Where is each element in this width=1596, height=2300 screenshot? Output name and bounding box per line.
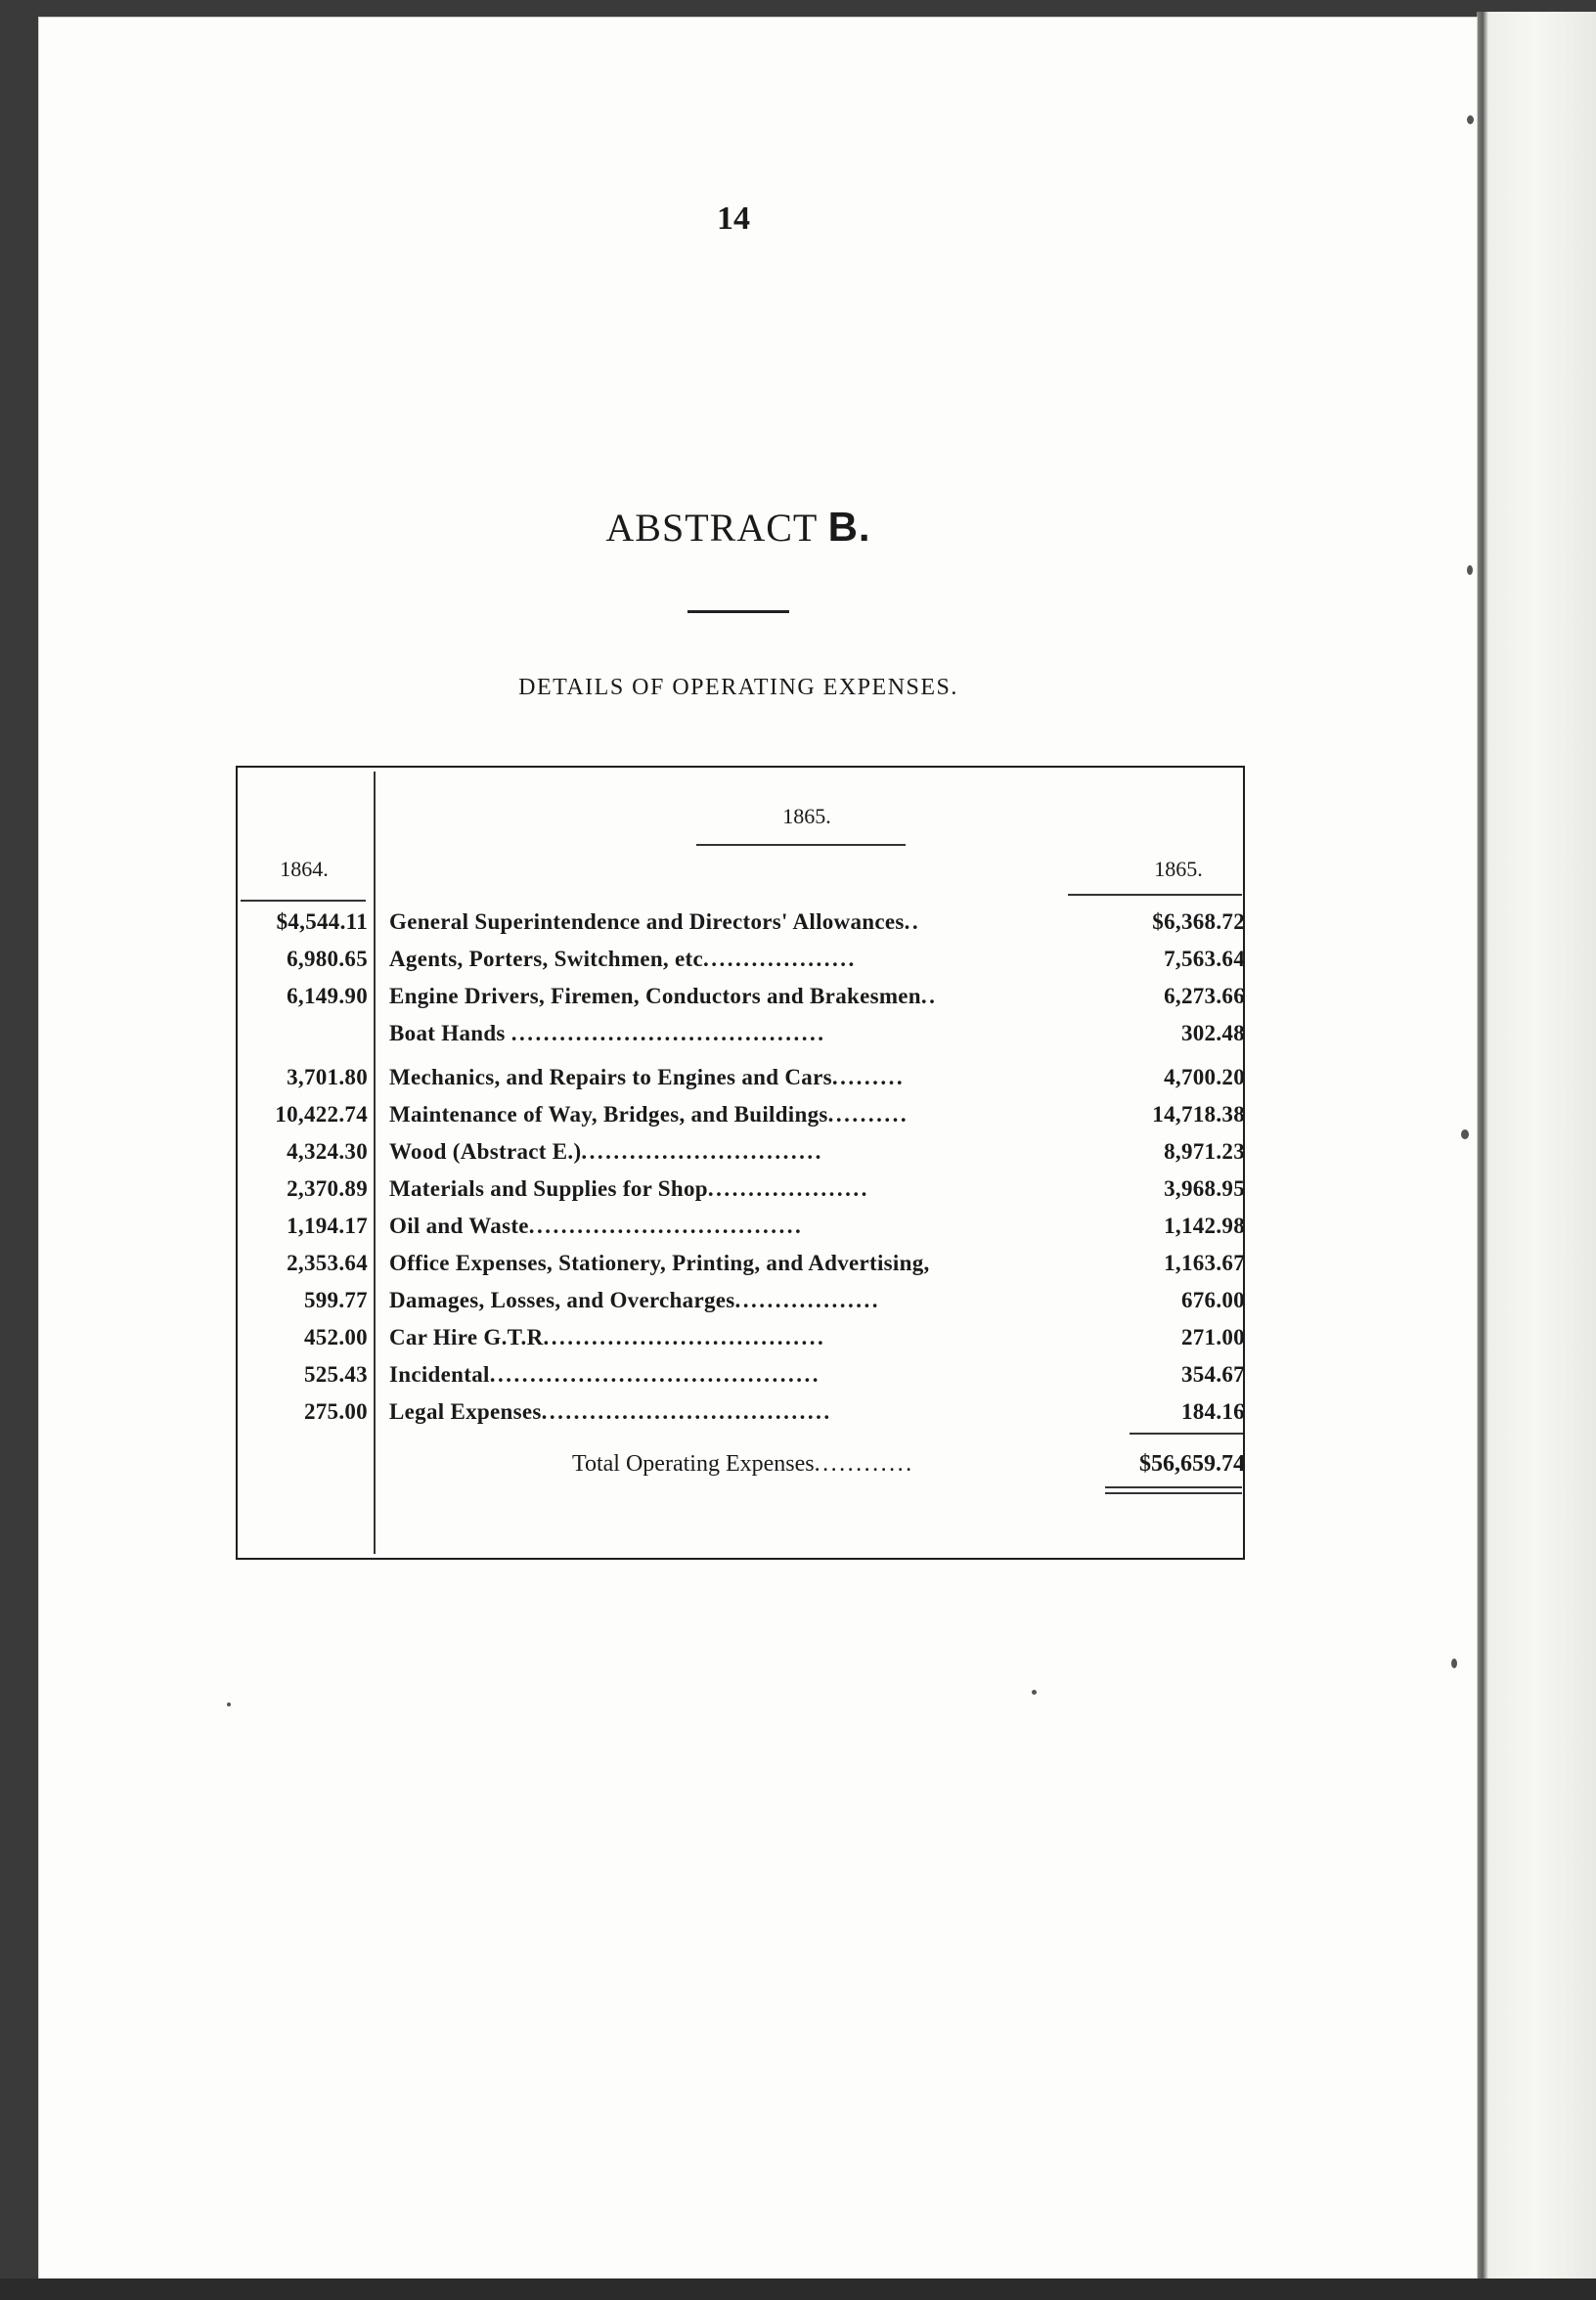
value-1864: 599.77	[303, 1288, 368, 1312]
total-value: $56,659.74	[1139, 1451, 1245, 1477]
row-label-text: Engine Drivers, Firemen, Conductors and Brakesmen	[389, 984, 921, 1008]
total-double-rule-lower	[1105, 1492, 1242, 1494]
row-label	[389, 1096, 1079, 1133]
total-rule-top	[1130, 1433, 1243, 1435]
subtitle: DETAILS OF OPERATING EXPENSES.	[518, 675, 958, 700]
row-label-text: Office Expenses, Stationery, Printing, and Advertising,	[389, 1251, 930, 1275]
value-1865: 3,968.95	[1164, 1176, 1245, 1201]
row-label-text: Maintenance of Way, Bridges, and Buildings	[389, 1102, 828, 1127]
leader-dots: .........	[831, 1065, 906, 1089]
total-row	[0, 1444, 1596, 1483]
value-1864: $4,544.11	[276, 909, 368, 934]
table-row	[0, 1015, 1596, 1052]
scan-speck	[1461, 1129, 1469, 1139]
leader-dots: ....................................	[541, 1399, 832, 1424]
value-1864: 525.43	[303, 1362, 368, 1387]
row-label	[389, 1059, 1079, 1096]
value-1865: 14,718.38	[1152, 1102, 1245, 1127]
group-heading-1865: 1865.	[782, 804, 831, 828]
table-row	[0, 1319, 1596, 1356]
value-1864: 2,353.64	[287, 1251, 368, 1275]
value-1864: 6,149.90	[287, 984, 368, 1008]
leader-dots: ...................	[703, 947, 857, 971]
leader-dots: ..............................	[581, 1139, 823, 1164]
value-1864: 3,701.80	[287, 1065, 368, 1089]
row-label	[389, 941, 1079, 978]
table-row	[0, 941, 1596, 978]
value-1865: 271.00	[1180, 1325, 1245, 1349]
column-heading-1865-rule	[1068, 894, 1242, 896]
row-label-text: Damages, Losses, and Overcharges	[389, 1288, 735, 1312]
page-number: 14	[717, 200, 750, 237]
row-label	[389, 1356, 1079, 1393]
leader-dots: .........................................	[489, 1362, 820, 1387]
row-label	[389, 1171, 1079, 1208]
row-label-text: General Superintendence and Directors' Allowances	[389, 909, 905, 934]
leader-dots: ............	[814, 1451, 914, 1477]
row-label	[389, 1208, 1079, 1245]
value-1865: 354.67	[1180, 1362, 1245, 1387]
leader-dots: .......................................	[510, 1021, 826, 1045]
leader-dots: ...................................	[543, 1325, 826, 1349]
row-label	[389, 1133, 1079, 1171]
leader-dots: ..................	[734, 1288, 881, 1312]
value-1864: 2,370.89	[287, 1176, 368, 1201]
row-label	[389, 1245, 1079, 1282]
row-label-text: Mechanics, and Repairs to Engines and Cars	[389, 1065, 832, 1089]
value-1865: $6,368.72	[1152, 909, 1245, 934]
column-heading-1864-rule	[241, 900, 366, 902]
table-row	[0, 1133, 1596, 1171]
table-row	[0, 1096, 1596, 1133]
table-row	[0, 1208, 1596, 1245]
title-rule	[687, 610, 789, 613]
scan-speck	[1467, 565, 1473, 575]
table-row	[0, 1171, 1596, 1208]
row-label	[389, 904, 1079, 941]
value-1865: 7,563.64	[1164, 947, 1245, 971]
table-row	[0, 1059, 1596, 1096]
row-label-text: Legal Expenses	[389, 1399, 542, 1424]
table-row	[0, 904, 1596, 941]
total-double-rule-upper	[1105, 1486, 1242, 1488]
row-label	[389, 1319, 1079, 1356]
table-row	[0, 978, 1596, 1015]
row-label-text: Incidental	[389, 1362, 490, 1387]
value-1865: 302.48	[1180, 1021, 1245, 1045]
table-row	[0, 1356, 1596, 1393]
abstract-title-letter: B.	[827, 504, 871, 550]
column-heading-1865: 1865.	[1154, 857, 1203, 881]
table-row	[0, 1282, 1596, 1319]
column-heading-1864: 1864.	[280, 857, 329, 881]
row-label-text: Boat Hands	[389, 1021, 511, 1045]
value-1864: 452.00	[303, 1325, 368, 1349]
value-1865: 4,700.20	[1164, 1065, 1245, 1089]
leader-dots: ..	[904, 909, 921, 934]
value-1865: 676.00	[1180, 1288, 1245, 1312]
scan-speck	[227, 1703, 231, 1706]
row-label	[389, 978, 1079, 1015]
leader-dots: ..........	[827, 1102, 909, 1127]
row-label	[389, 1393, 1079, 1431]
value-1865: 8,971.23	[1164, 1139, 1245, 1164]
abstract-title-prefix: ABSTRACT	[605, 506, 828, 550]
scan-speck	[1032, 1690, 1037, 1695]
value-1865: 1,142.98	[1164, 1214, 1245, 1238]
value-1864: 4,324.30	[287, 1139, 368, 1164]
row-label-text: Wood (Abstract E.)	[389, 1139, 582, 1164]
value-1865: 1,163.67	[1164, 1251, 1245, 1275]
abstract-title	[489, 504, 988, 551]
row-label-text: Oil and Waste	[389, 1214, 529, 1238]
group-heading-rule	[696, 844, 906, 846]
table-row	[0, 1393, 1596, 1431]
value-1864: 1,194.17	[287, 1214, 368, 1238]
value-1864: 6,980.65	[287, 947, 368, 971]
leader-dots: ....................	[707, 1176, 869, 1201]
row-label-text: Materials and Supplies for Shop	[389, 1176, 708, 1201]
leader-dots: ..	[920, 984, 938, 1008]
value-1865: 6,273.66	[1164, 984, 1245, 1008]
scan-speck	[1451, 1659, 1457, 1668]
leader-dots: ..................................	[528, 1214, 804, 1238]
scan-bottom-border	[0, 2278, 1596, 2300]
value-1864: 275.00	[303, 1399, 368, 1424]
row-label-text: Agents, Porters, Switchmen, etc	[389, 947, 703, 971]
row-label	[389, 1015, 1079, 1052]
scan-speck	[1467, 115, 1474, 124]
table-row	[0, 1245, 1596, 1282]
row-label	[389, 1282, 1079, 1319]
row-label-text: Car Hire G.T.R	[389, 1325, 544, 1349]
value-1864: 10,422.74	[275, 1102, 368, 1127]
total-label-text: Total Operating Expenses	[572, 1451, 815, 1477]
value-1865: 184.16	[1180, 1399, 1245, 1424]
total-label	[572, 1444, 1081, 1483]
